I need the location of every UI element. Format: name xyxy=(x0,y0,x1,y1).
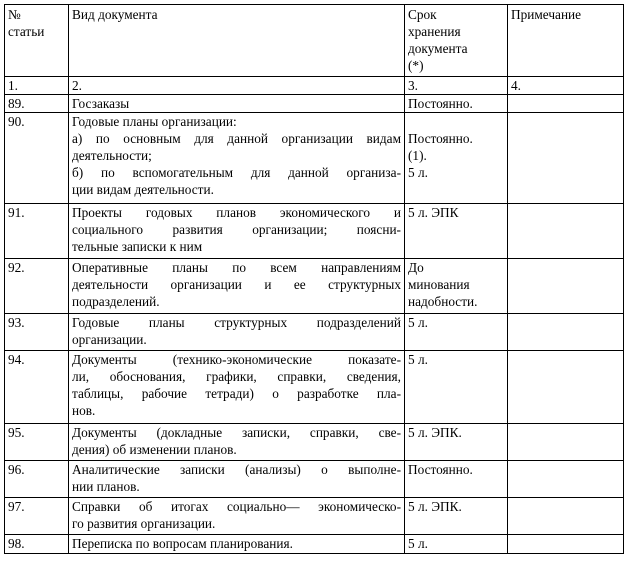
retention-term-line: 5 л. xyxy=(408,536,428,551)
header-note: Примечание xyxy=(508,5,624,77)
note-cell xyxy=(508,461,624,498)
article-number-cell: 93. xyxy=(5,314,69,351)
retention-term-line: 5 л. xyxy=(408,315,428,330)
document-kind-line: ции видам деятельности. xyxy=(72,182,214,197)
document-kind-line: Госзаказы xyxy=(72,96,130,111)
article-number-cell: 90. xyxy=(5,113,69,204)
header-retention-term-line-1: Срок xyxy=(408,7,437,22)
header-retention-term xyxy=(405,5,508,77)
document-kind-line: а) по основным для данной организации видам xyxy=(72,131,401,146)
header-retention-term-line-3: документа xyxy=(408,41,468,56)
document-kind-line: организации. xyxy=(72,332,147,347)
retention-term-cell xyxy=(405,351,508,424)
table-row xyxy=(5,498,624,535)
retention-term-cell xyxy=(405,113,508,204)
document-kind-line: Переписка по вопросам планирования. xyxy=(72,536,293,551)
retention-term-cell xyxy=(405,259,508,314)
document-kind-cell xyxy=(69,95,405,113)
retention-term-line xyxy=(408,113,504,130)
table-row xyxy=(5,259,624,314)
document-kind-line: подразделений. xyxy=(72,294,160,309)
document-kind-line: Проекты годовых планов экономического и xyxy=(72,205,401,220)
document-kind-line: го развития организации. xyxy=(72,516,216,531)
retention-term-line: Постоянно. xyxy=(408,96,473,111)
note-cell xyxy=(508,113,624,204)
retention-term-line: 5 л. ЭПК. xyxy=(408,499,462,514)
retention-term-cell xyxy=(405,424,508,461)
index-cell-3: 3. xyxy=(405,77,508,95)
note-cell xyxy=(508,259,624,314)
document-kind-cell xyxy=(69,424,405,461)
document-kind-cell xyxy=(69,498,405,535)
document-kind-line: дения) об изменении планов. xyxy=(72,442,237,457)
document-kind-line: Оперативные планы по всем направлениям xyxy=(72,260,401,275)
header-retention-term-line-4: (*) xyxy=(408,58,424,73)
header-article-number-line-1: № xyxy=(8,7,21,22)
retention-term-cell xyxy=(405,535,508,554)
document-kind-line: деятельности; xyxy=(72,148,152,163)
header-retention-term-line-2: хранения xyxy=(408,24,461,39)
document-kind-line: Аналитические записки (анализы) о выполне- xyxy=(72,462,401,477)
document-kind-cell xyxy=(69,314,405,351)
retention-term-line: Постоянно. xyxy=(408,462,473,477)
retention-term-line: надобности. xyxy=(408,294,478,309)
article-number-cell: 92. xyxy=(5,259,69,314)
retention-term-line: 5 л. ЭПК xyxy=(408,205,459,220)
article-number-cell: 89. xyxy=(5,95,69,113)
document-kind-cell xyxy=(69,351,405,424)
note-cell xyxy=(508,424,624,461)
document-kind-cell xyxy=(69,204,405,259)
article-number-cell: 98. xyxy=(5,535,69,554)
records-retention-table xyxy=(4,4,624,554)
document-kind-line: Справки об итогах социально— экономическо- xyxy=(72,499,401,514)
article-number-cell: 96. xyxy=(5,461,69,498)
retention-term-cell xyxy=(405,314,508,351)
document-kind-cell xyxy=(69,259,405,314)
column-index-row xyxy=(5,77,624,95)
index-cell-4: 4. xyxy=(508,77,624,95)
document-kind-cell xyxy=(69,113,405,204)
document-kind-line: Годовые планы организации: xyxy=(72,114,237,129)
header-article-number-line-2: статьи xyxy=(8,24,45,39)
retention-term-line: 5 л. ЭПК. xyxy=(408,425,462,440)
table-row xyxy=(5,314,624,351)
note-cell xyxy=(508,535,624,554)
document-kind-line: социального развития организации; поясни- xyxy=(72,222,401,237)
note-cell xyxy=(508,498,624,535)
article-number-cell: 95. xyxy=(5,424,69,461)
table-row xyxy=(5,461,624,498)
retention-term-line: До xyxy=(408,260,424,275)
article-number-cell: 91. xyxy=(5,204,69,259)
document-kind-line: таблицы, рабочие тетради) о разработке пла- xyxy=(72,386,401,401)
document-kind-line: Документы (докладные записки, справки, све- xyxy=(72,425,401,440)
retention-term-line: 5 л. xyxy=(408,352,428,367)
document-kind-line: Документы (технико-экономические показате- xyxy=(72,352,401,367)
article-number-cell: 94. xyxy=(5,351,69,424)
table-row xyxy=(5,535,624,554)
index-cell-2: 2. xyxy=(69,77,405,95)
document-kind-line: ли, обоснования, графики, справки, сведения, xyxy=(72,369,401,384)
document-kind-line: нии планов. xyxy=(72,479,140,494)
document-kind-line: Годовые планы структурных подразделений xyxy=(72,315,401,330)
header-article-number xyxy=(5,5,69,77)
retention-term-cell xyxy=(405,204,508,259)
table-row xyxy=(5,204,624,259)
retention-term-cell xyxy=(405,461,508,498)
retention-term-cell xyxy=(405,95,508,113)
index-cell-1: 1. xyxy=(5,77,69,95)
retention-term-line: Постоянно. xyxy=(408,131,473,146)
table-header-row xyxy=(5,5,624,77)
article-number-cell: 97. xyxy=(5,498,69,535)
note-cell xyxy=(508,204,624,259)
note-cell xyxy=(508,351,624,424)
retention-term-line: 5 л. xyxy=(408,165,428,180)
header-document-kind: Вид документа xyxy=(69,5,405,77)
table-row xyxy=(5,95,624,113)
note-cell xyxy=(508,314,624,351)
document-kind-line: тельные записки к ним xyxy=(72,239,203,254)
retention-term-line: минования xyxy=(408,277,470,292)
table-body xyxy=(5,95,624,554)
document-kind-line: б) по вспомогательным для данной организа- xyxy=(72,165,401,180)
document-kind-cell xyxy=(69,535,405,554)
table-row xyxy=(5,351,624,424)
retention-term-line: (1). xyxy=(408,148,427,163)
table-row xyxy=(5,424,624,461)
document-kind-cell xyxy=(69,461,405,498)
table-row xyxy=(5,113,624,204)
note-cell xyxy=(508,95,624,113)
document-kind-line: деятельности организации и ее структурных xyxy=(72,277,401,292)
document-kind-line: нов. xyxy=(72,403,96,418)
retention-term-cell xyxy=(405,498,508,535)
